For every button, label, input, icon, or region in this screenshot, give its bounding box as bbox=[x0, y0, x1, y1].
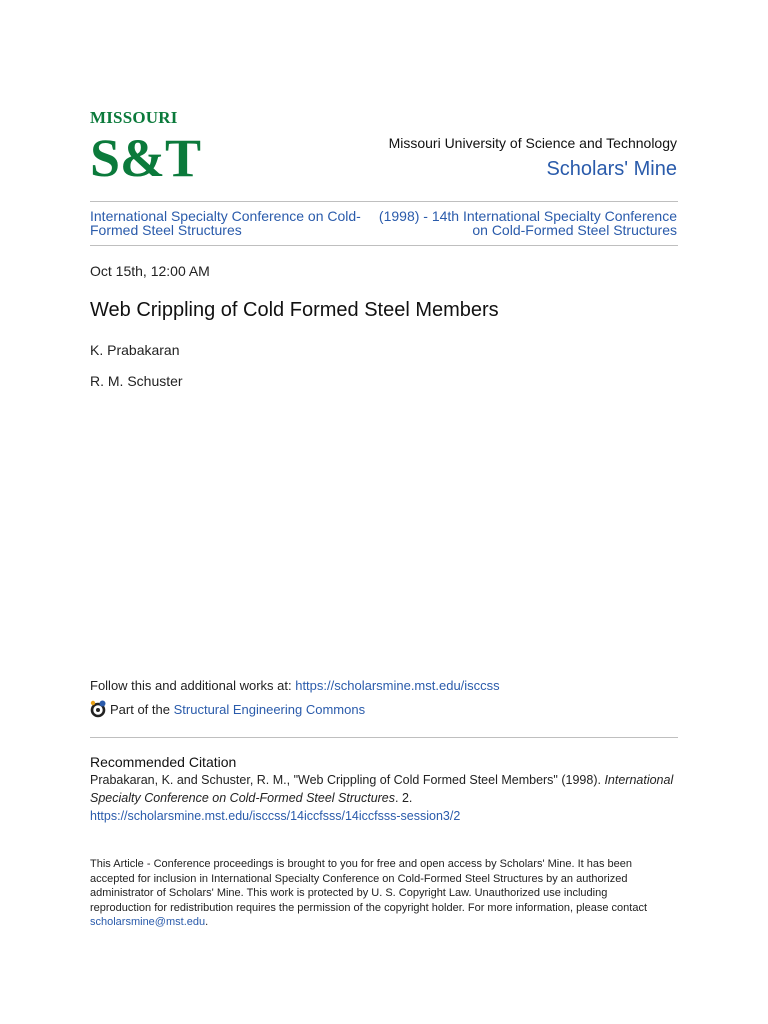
citation-divider bbox=[90, 737, 678, 738]
citation-plain: Prabakaran, K. and Schuster, R. M., "Web Crippling of Cold Formed Steel Members" (1998). bbox=[90, 773, 605, 787]
notice-end: . bbox=[205, 916, 209, 929]
follow-text: Follow this and additional works at: bbox=[90, 678, 296, 693]
citation-url-link[interactable]: https://scholarsmine.mst.edu/isccss/14iccfsss/14iccfsss-session3/2 bbox=[90, 809, 461, 823]
follow-line bbox=[90, 678, 500, 693]
part-of-prefix: Part of the bbox=[110, 701, 170, 717]
citation-heading: Recommended Citation bbox=[90, 754, 237, 770]
monogram-text: S&T bbox=[90, 128, 202, 188]
author-1: K. Prabakaran bbox=[90, 342, 180, 358]
copyright-notice bbox=[90, 857, 650, 930]
citation-italic: International Specialty Conference on Cold-Formed Steel Structures bbox=[90, 773, 674, 805]
breadcrumb-divider bbox=[90, 245, 678, 246]
university-logo bbox=[90, 108, 202, 188]
author-2: R. M. Schuster bbox=[90, 373, 183, 389]
paper-title: Web Crippling of Cold Formed Steel Members bbox=[90, 299, 499, 321]
citation-suffix: . 2. bbox=[395, 790, 413, 805]
st-monogram-icon bbox=[90, 128, 202, 188]
logo-wordmark: MISSOURI bbox=[90, 108, 178, 127]
repository-link[interactable]: Scholars' Mine bbox=[546, 158, 677, 180]
citation-text bbox=[90, 772, 678, 807]
contact-email-link[interactable]: scholarsmine@mst.edu bbox=[90, 916, 206, 929]
event-link[interactable]: (1998) - 14th International Specialty Conference on Cold-Formed Steel Structures bbox=[378, 208, 677, 238]
paper-date: Oct 15th, 12:00 AM bbox=[90, 263, 210, 279]
collection-url-link[interactable]: https://scholarsmine.mst.edu/isccss bbox=[295, 678, 500, 693]
institution-name: Missouri University of Science and Technology bbox=[388, 135, 677, 151]
commons-link[interactable]: Structural Engineering Commons bbox=[173, 701, 366, 717]
part-of-line bbox=[90, 700, 365, 718]
notice-text: This Article - Conference proceedings is brought to you for free and open access by Scholars' Mine. It has been accepted for inclusion in International Specialty Conference on Cold-Formed Steel Structures by an authorized administrator of Scholars' Mine. This work is protected by U. S. Copyright Law. Unauthorized use including reproduction for redistribution requires the permission of the copyright holder. For more information, please contact bbox=[90, 858, 648, 914]
header-divider bbox=[90, 201, 678, 202]
series-link[interactable]: International Specialty Conference on Cold-Formed Steel Structures bbox=[90, 208, 361, 238]
commons-network-icon bbox=[90, 700, 106, 718]
